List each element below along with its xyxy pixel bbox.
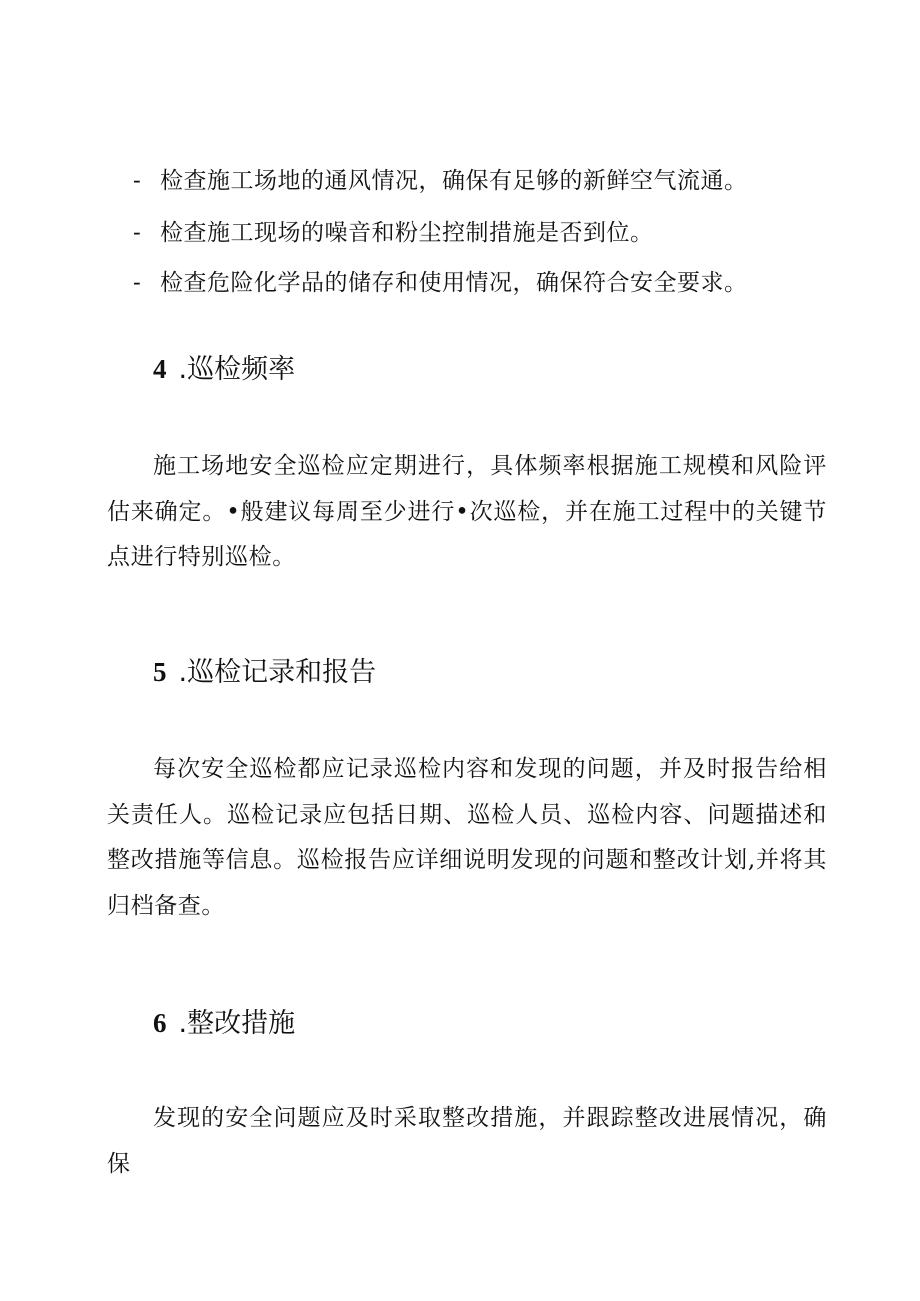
bullet-item	[133, 166, 748, 196]
section-title: .巡检记录和报告	[178, 657, 377, 688]
section-body-5: 每次安全巡检都应记录巡检内容和发现的问题，并及时报告给相关责任人。巡检记录应包括日期、巡检人员、巡检内容、问题描述和整改措施等信息。巡检报告应详细说明发现的问题和整改计划,并将其归档备查。	[107, 756, 827, 919]
section-body-4: 施工场地安全巡检应定期进行，具体频率根据施工规模和风险评估来确定。•般建议每周至少进行•次巡检，并在施工过程中的关键节点进行特别巡检。	[107, 453, 827, 570]
section-title: .整改措施	[178, 1008, 296, 1039]
section-title: .巡检频率	[178, 354, 296, 385]
bullet-dash: -	[133, 168, 142, 194]
bullet-item	[133, 268, 748, 298]
bullet-dash: -	[133, 270, 142, 296]
section-heading-5	[153, 655, 376, 690]
bullet-text: 检查危险化学品的储存和使用情况，确保符合安全要求。	[160, 270, 748, 296]
section-heading-6	[153, 1006, 295, 1041]
section-number: 6	[153, 1008, 167, 1038]
section-body-6: 发现的安全问题应及时采取整改措施，并跟踪整改进展情况，确保	[107, 1105, 827, 1177]
bullet-dash: -	[133, 220, 142, 246]
section-number: 4	[153, 354, 167, 384]
section-heading-4	[153, 352, 295, 387]
bullet-text: 检查施工场地的通风情况，确保有足够的新鲜空气流通。	[160, 168, 748, 194]
bullet-text: 检查施工现场的噪音和粉尘控制措施是否到位。	[160, 220, 654, 246]
bullet-item	[133, 218, 654, 248]
section-number: 5	[153, 657, 167, 687]
